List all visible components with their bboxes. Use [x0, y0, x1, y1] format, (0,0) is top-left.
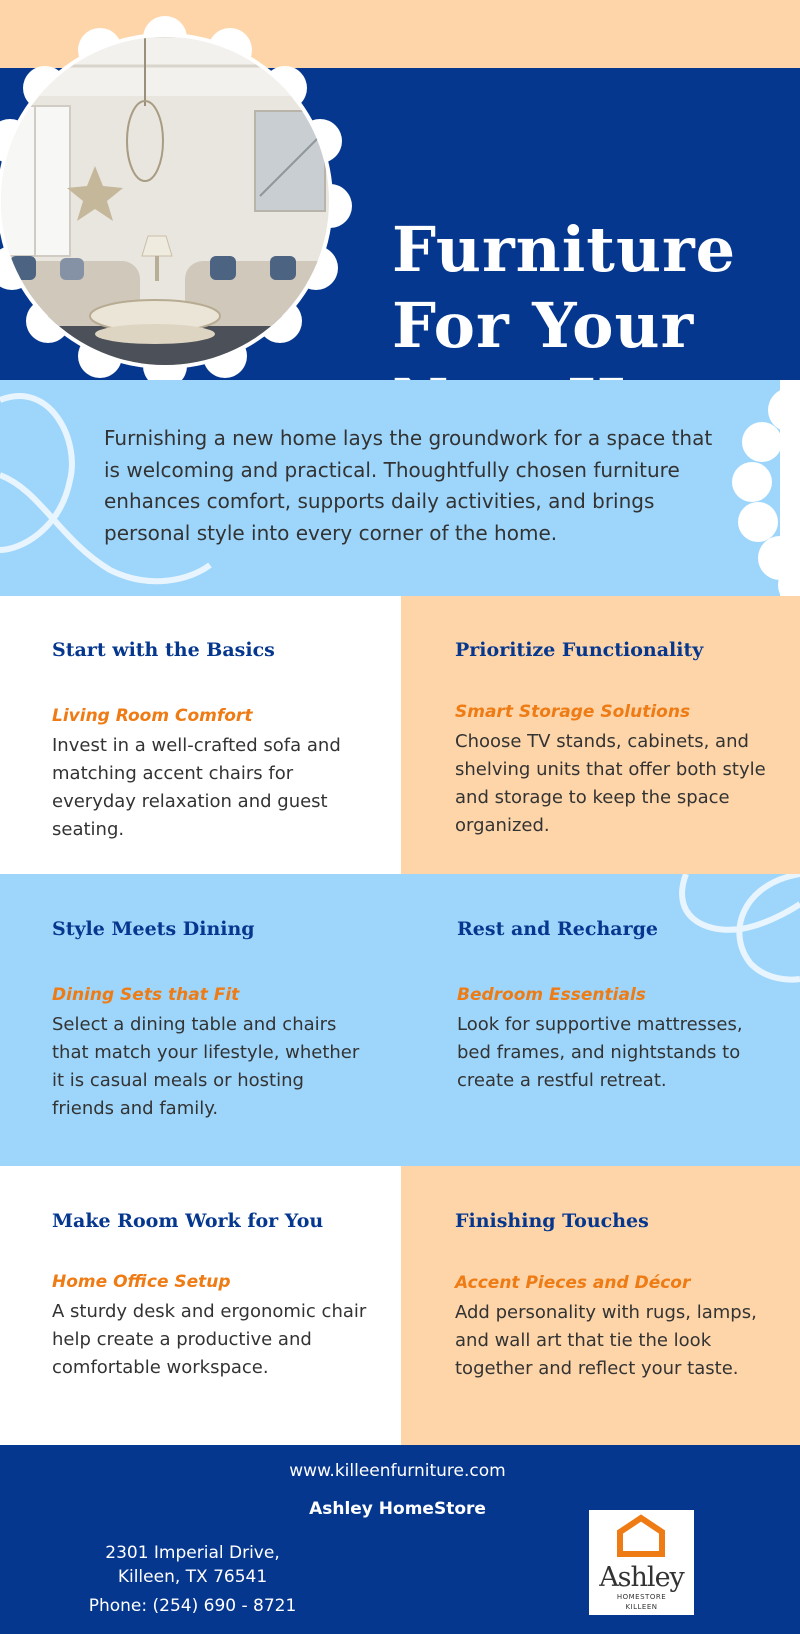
section-bedroom [401, 874, 800, 1166]
address-line-1: 2301 Imperial Drive, [105, 1543, 280, 1563]
logo-name: Ashley [599, 1562, 684, 1593]
title-line-2: For Your [392, 288, 695, 362]
section-dining [0, 874, 401, 1166]
ashley-homestore-logo [589, 1510, 694, 1615]
store-address [85, 1541, 300, 1589]
section-body: Invest in a well-crafted sofa and matching accent chairs for everyday relaxation and guest seating. [52, 735, 341, 840]
title-line-1: Furniture [392, 212, 737, 286]
section-heading: Finishing Touches [455, 1210, 649, 1232]
section-body: A sturdy desk and ergonomic chair help create a productive and comfortable workspace. [52, 1301, 367, 1378]
section-heading: Rest and Recharge [457, 918, 658, 940]
intro-paragraph: Furnishing a new home lays the groundwork for a space that is welcoming and practical. Thoughtfully chosen furniture enhances comfort, supports daily activities, and brings personal style into every corner of the home. [104, 426, 713, 545]
footer [0, 1445, 800, 1634]
store-name: Ashley HomeStore [309, 1499, 486, 1519]
section-heading: Style Meets Dining [52, 918, 255, 940]
section-body: Choose TV stands, cabinets, and shelving units that offer both style and storage to keep the space organized. [455, 731, 766, 836]
house-icon [589, 1510, 694, 1560]
section-subheading: Smart Storage Solutions [455, 702, 691, 722]
logo-location: KILLEEN [625, 1603, 658, 1611]
living-room-photo [0, 16, 360, 386]
section-subheading: Accent Pieces and Décor [455, 1273, 691, 1293]
section-functionality [401, 596, 800, 874]
section-subheading: Dining Sets that Fit [52, 985, 240, 1005]
section-body: Select a dining table and chairs that match your lifestyle, whether it is casual meals or hosting friends and family. [52, 1014, 360, 1119]
address-line-2: Killeen, TX 76541 [117, 1567, 268, 1587]
section-heading: Make Room Work for You [52, 1210, 324, 1232]
section-finishing [401, 1166, 800, 1445]
website-link[interactable]: www.killeenfurniture.com [289, 1461, 506, 1481]
store-phone: Phone: (254) 690 - 8721 [88, 1596, 297, 1616]
section-basics [0, 596, 401, 874]
intro-section [0, 380, 800, 596]
section-heading: Prioritize Functionality [455, 639, 704, 661]
section-subheading: Home Office Setup [52, 1272, 231, 1292]
section-heading: Start with the Basics [52, 639, 275, 661]
logo-subtitle: HOMESTORE [616, 1593, 667, 1601]
section-subheading: Bedroom Essentials [457, 985, 646, 1005]
section-subheading: Living Room Comfort [52, 706, 253, 726]
section-body: Add personality with rugs, lamps, and wall art that tie the look together and reflect your taste. [455, 1302, 757, 1379]
section-body: Look for supportive mattresses, bed frames, and nightstands to create a restful retreat. [457, 1014, 743, 1091]
section-home-office [0, 1166, 401, 1445]
